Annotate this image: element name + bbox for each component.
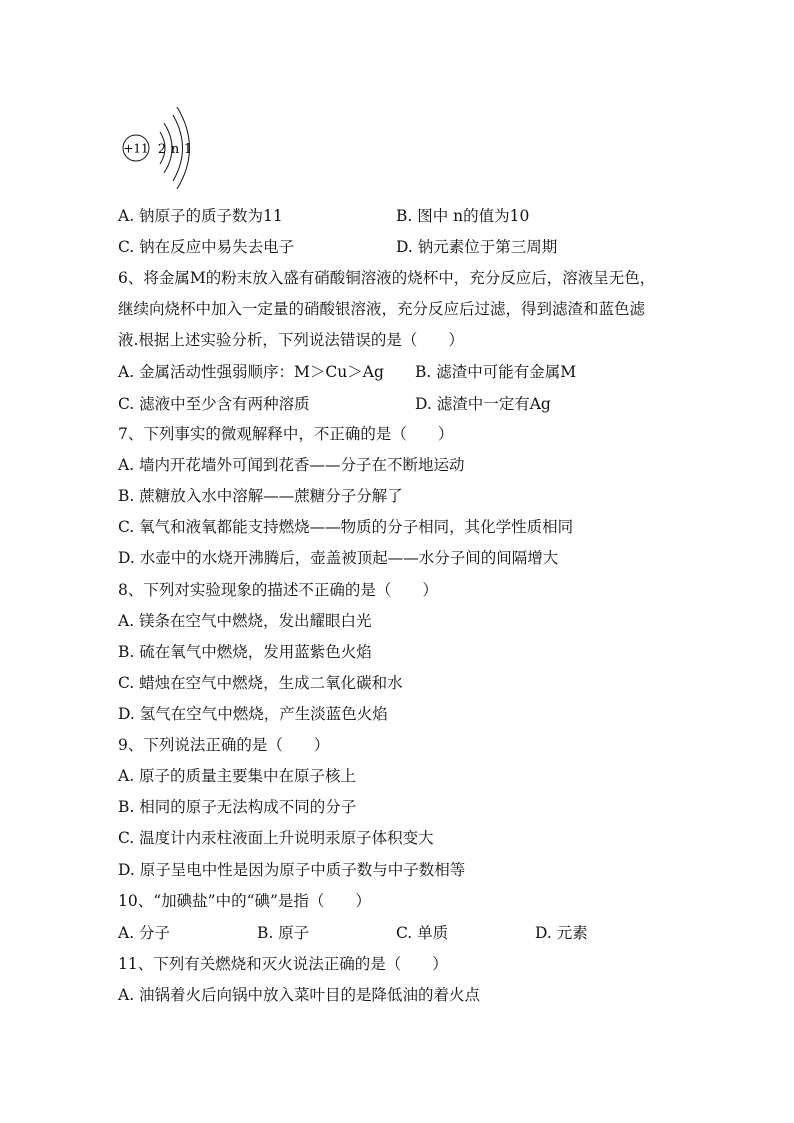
q5-option-row-1 [118,206,283,226]
q10-option-b: B. 原子 [257,924,310,942]
q10-option-c: C. 单质 [396,924,449,942]
q8-option-a: A. 镁条在空气中燃烧，发出耀眼白光 [118,612,372,630]
q11-stem: 11、下列有关燃烧和灭火说法正确的是（ ） [118,955,448,973]
q11-option-a: A. 油锅着火后向锅中放入菜叶目的是降低油的着火点 [118,986,481,1004]
q5-option-a: A. 钠原子的质子数为11 [118,207,283,225]
q8-stem: 8、下列对实验现象的描述不正确的是（ ） [118,581,438,599]
q9-option-c: C. 温度计内汞柱液面上升说明汞原子体积变大 [118,829,434,847]
q8-option-b: B. 硫在氧气中燃烧，发用蓝紫色火焰 [118,643,372,661]
q6-option-d: D. 滤渣中一定有Ag [415,395,551,413]
q10-option-a: A. 分子 [118,924,171,942]
q6-option-b: B. 滤渣中可能有金属M [415,363,577,381]
q6-stem-line-2: 继续向烧杯中加入一定量的硝酸银溶液，充分反应后过滤，得到滤渣和蓝色滤 [118,300,646,318]
q6-option-a: A. 金属活动性强弱顺序：M＞Cu＞Ag [118,363,384,381]
q8-option-d: D. 氢气在空气中燃烧，产生淡蓝色火焰 [118,705,388,723]
q10-stem: 10、“加碘盐”中的“碘”是指（ ） [118,892,371,910]
q9-stem: 9、下列说法正确的是（ ） [118,736,330,754]
q5-option-d: D. 钠元素位于第三周期 [396,238,558,256]
q6-option-c: C. 滤液中至少含有两种溶质 [118,395,310,413]
shell1-electrons: 2 [157,142,167,157]
q10-option-d: D. 元素 [535,924,588,942]
q8-option-c: C. 蜡烛在空气中燃烧，生成二氧化碳和水 [118,674,403,692]
q5-option-b: B. 图中 n的值为10 [396,207,530,225]
q7-option-a: A. 墙内开花墙外可闻到花香——分子在不断地运动 [118,456,465,474]
q5-option-c: C. 钠在反应中易失去电子 [118,238,295,256]
q9-option-d: D. 原子呈电中性是因为原子中质子数与中子数相等 [118,861,466,879]
q6-stem-line-3: 液.根据上述实验分析，下列说法错误的是（ ） [118,331,464,349]
atom-structure-svg [118,100,208,196]
q6-stem-line-1: 6、将金属M的粉末放入盛有硝酸铜溶液的烧杯中，充分反应后，溶液呈无色， [118,269,656,287]
q7-option-d: D. 水壶中的水烧开沸腾后，壶盖被顶起——水分子间的间隔增大 [118,549,559,567]
nucleus-label: +11 [123,141,149,156]
q7-option-b: B. 蔗糖放入水中溶解——蔗糖分子分解了 [118,487,403,505]
q9-option-b: B. 相同的原子无法构成不同的分子 [118,798,357,816]
q9-option-a: A. 原子的质量主要集中在原子核上 [118,767,357,785]
q7-stem: 7、下列事实的微观解释中，不正确的是（ ） [118,425,454,443]
shell3-electrons: 1 [183,142,193,157]
shell2-electrons: n [170,142,180,157]
q7-option-c: C. 氧气和液氧都能支持燃烧——物质的分子相同，其化学性质相同 [118,518,574,536]
sodium-atom-diagram [118,100,208,196]
